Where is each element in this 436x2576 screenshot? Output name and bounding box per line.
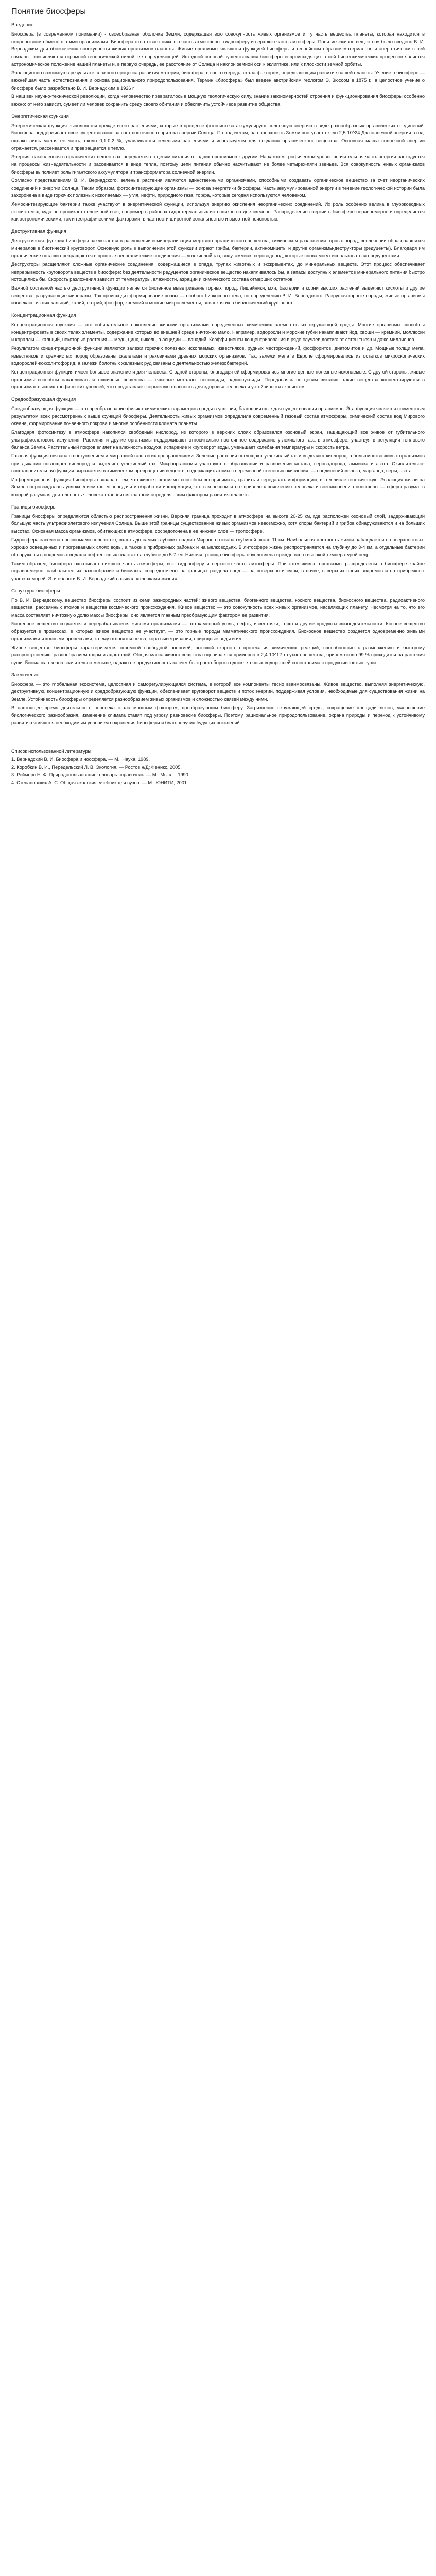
paragraph: Биосфера (в современном понимании) - своеобразная оболочка Земли, содержащая всю совокупность живых организмов и ту часть вещества планеты, которая находится в непрерывном обмене с этими организмами. Биосфера охватывает нижнюю часть атмосферы, гидросферу и верхнюю часть литосферы. Понятие «живое вещество» было введено В. И. Вернадским для обозначения совокупности живых организмов планеты. Живые организмы являются функцией биосферы и теснейшим образом материально и энергетически с ней связаны, они являются огромной геологической силой, ее определяющей. Исходной основой существования биосферы и происходящих в ней биогеохимических процессов является астрономическое положение нашей планеты и, в первую очередь, ее расстояние от Солнца и наклон земной оси к эклиптике, или к плоскости земной орбиты.	[11, 31, 425, 67]
paragraph: Деструкторы расщепляют сложные органические соединения, содержащиеся в опаде, трупах животных и экскрементах, до минеральных веществ. Этот процесс обеспечивает непрерывность круговорота веществ в биосфере: без деятельности редуцентов органическое вещество накапливалось бы, а запасы доступных элементов минерального питания быстро истощились бы. Скорость разложения зависит от температуры, влажности, аэрации и химического состава отмерших остатков.	[11, 262, 425, 282]
section-heading: Заключение	[11, 672, 40, 678]
paragraph: В настоящее время деятельность человека стала мощным фактором, преобразующим биосферу. Загрязнение окружающей среды, сокращение площади лесов, уменьшение биологического разнообразия, изменение климата ставят под угрозу равновесие биосферы. Поэтому рациональное природопользование, охрана природы и переход к устойчивому развитию являются необходимым условием сохранения биосферы и благополучия будущих поколений.	[11, 705, 425, 725]
paragraph: Деструктивная функция биосферы заключается в разложении и минерализации мертвого органического вещества, химическом разложении горных пород, вовлечении образовавшихся минералов в биотический круговорот. Основную роль в выполнении этой функции играют грибы, бактерии, актиномицеты и другие организмы-деструкторы (редуценты). Благодаря им органические остатки превращаются в простые неорганические соединения — углекислый газ, воду, аммиак, сероводород, которые снова могут использоваться продуцентами.	[11, 238, 425, 259]
paragraph: Эволюционно возникнув в результате сложного процесса развития материи, биосфера, в свою очередь, стала фактором, определяющим развитие нашей планеты. Учение о биосфере — важнейшая часть естествознания и основа рационального природопользования. Термин «биосфера» был введен австрийским геологом Э. Зюссом в 1875 г., а целостное учение о биосфере было разработано В. И. Вернадским в 1926 г.	[11, 70, 425, 91]
references-list	[11, 756, 425, 786]
paragraph: Средообразующая функция — это преобразование физико-химических параметров среды в условия, благоприятные для существования организмов. Эта функция является совместным результатом всех рассмотренных выше функций биосферы. Деятельность живых организмов определила современный газовый состав атмосферы, химический состав вод Мирового океана, формирование почвенного покрова и многие особенности климата планеты.	[11, 405, 425, 427]
section-heading: Деструктивная функция	[11, 229, 66, 235]
paragraph: Информационная функция биосферы связана с тем, что живые организмы способны воспринимать, хранить и передавать информацию, в том числе генетическую. Эволюция жизни на Земле сопровождалась усложнением форм передачи и обработки информации, что в конечном итоге привело к появлению человека и возникновению ноосферы — сферы разума, в которой разумная деятельность человека становится главным определяющим фактором развития планеты.	[11, 477, 425, 498]
reference-item: 1. Вернадский В. И. Биосфера и ноосфера. — М.: Наука, 1989.	[11, 756, 150, 762]
section-heading: Средообразующая функция	[11, 396, 76, 402]
paragraph: Концентрационная функция имеет большое значение и для человека. С одной стороны, благодаря ей сформировались многие ценные полезные ископаемые. С другой стороны, живые организмы способны накапливать и токсичные вещества — тяжелые металлы, пестициды, радионуклиды. Передаваясь по цепям питания, такие вещества концентрируются в организмах высших трофических уровней, что представляет серьезную опасность для здоровья человека и устойчивости экосистем.	[11, 369, 425, 390]
paragraph: Энергетическая функция выполняется прежде всего растениями, которые в процессе фотосинтеза аккумулируют солнечную энергию в виде разнообразных органических соединений. Биосфера поддерживает свое существование за счет постоянного притока энергии Солнца. По подсчетам, на поверхность Земли поступает около 2,5·10^24 Дж солнечной энергии в год, однако лишь малая ее часть, около 0,1-0,2 %, улавливается зелеными растениями и используется для создания органического вещества. Основная масса солнечной энергии отражается, рассеивается и превращается в тепло.	[11, 123, 425, 151]
section-heading: Границы биосферы	[11, 504, 57, 510]
paragraph: Границы биосферы определяются областью распространения жизни. Верхняя граница проходит в атмосфере на высоте 20-25 км, где расположен озоновый слой, задерживающий большую часть ультрафиолетового излучения Солнца. Выше этой границы существование живых организмов невозможно, хотя споры бактерий и грибов обнаруживаются и на больших высотах. Основная масса организмов, обитающих в атмосфере, сосредоточена в ее нижнем слое — тропосфере.	[11, 513, 425, 534]
paragraph: Результатом концентрационной функции являются залежи горючих полезных ископаемых, известняков, рудных месторождений, фосфоритов, диатомитов и др. Мощные толщи мела, известняков и кремнистых пород образованы скелетами и раковинами древних морских организмов. Так, залежи мела в Европе сформировались из остатков микроскопических водорослей-кокколитофорид, а залежи болотных железных руд связаны с деятельностью железобактерий.	[11, 345, 425, 366]
paragraph: Газовая функция связана с поступлением и миграцией газов и их превращениями. Зеленые растения поглощают углекислый газ и выделяют кислород, а большинство живых организмов при дыхании поглощает кислород и выделяет углекислый газ. Микроорганизмы участвуют в образовании и разложении метана, сероводорода, аммиака и азота. Окислительно-восстановительная функция выражается в химическом превращении веществ, содержащих атомы с переменной степенью окисления, — соединений железа, марганца, серы, азота.	[11, 453, 425, 474]
paragraph: По В. И. Вернадскому, вещество биосферы состоит из семи разнородных частей: живого вещества, биогенного вещества, косного вещества, биокосного вещества, радиоактивного вещества, рассеянных атомов и вещества космического происхождения. Живое вещество — это совокупность всех живых организмов, населяющих планету. Несмотря на то, что его масса составляет ничтожную долю массы биосферы, оно является главным преобразующим фактором ее развития.	[11, 597, 425, 618]
reference-item: 3. Реймерс Н. Ф. Природопользование: словарь-справочник. — М.: Мысль, 1990.	[11, 772, 190, 777]
paragraph: Энергия, накопленная в органических веществах, передается по цепям питания от одних организмов к другим. На каждом трофическом уровне значительная часть энергии расходуется на процессы жизнедеятельности и рассеивается в виде тепла, поэтому цепи питания обычно насчитывают не более четырех-пяти звеньев. Вся совокупность живых организмов биосферы выполняет роль гигантского аккумулятора и трансформатора солнечной энергии.	[11, 154, 425, 175]
section-heading: Введение	[11, 22, 34, 28]
paragraph: Живое вещество биосферы характеризуется огромной свободной энергией, высокой скоростью протекания химических реакций, способностью к размножению и быстрому распространению, разнообразием форм и адаптаций. Общая масса живого вещества оценивается примерно в 2,4·10^12 т сухого вещества, причем около 99 % приходится на растения суши. Биомасса океана значительно меньше, однако ее продуктивность за счет быстрого оборота одноклеточных водорослей сопоставима с продуктивностью суши.	[11, 645, 425, 665]
paragraph: Таким образом, биосфера охватывает нижнюю часть атмосферы, всю гидросферу и верхнюю часть литосферы. При этом живые организмы распределены в биосфере крайне неравномерно: наибольшее их разнообразие и биомасса сосредоточены на границах раздела сред — на поверхности суши, в почве, в верхних слоях водоемов и на прибрежных участках морей. Эти области В. И. Вернадский называл «пленками жизни».	[11, 561, 425, 582]
paragraph: Важной составной частью деструктивной функции является биогенное выветривание горных пород. Лишайники, мхи, бактерии и корни высших растений выделяют кислоты и другие вещества, разрушающие минералы. Так происходит формирование почвы — особого биокосного тела, по определению В. И. Вернадского. Разрушая горные породы, живые организмы извлекают из них кальций, калий, натрий, фосфор, кремний и многие микроэлементы, вовлекая их в биологический круговорот.	[11, 285, 425, 306]
reference-item: 4. Степановских А. С. Общая экология: учебник для вузов. — М.: ЮНИТИ, 2001.	[11, 779, 188, 785]
paragraph: Гидросфера заселена организмами полностью, вплоть до самых глубоких впадин Мирового океана глубиной около 11 км. Наибольшая плотность жизни наблюдается в поверхностных, хорошо освещенных и прогреваемых слоях воды, а также в прибрежных районах и на мелководьях. В литосфере жизнь распространяется на глубину до 3-4 км, а отдельные бактерии обнаружены в подземных водах и нефтеносных пластах на глубине до 5-7 км. Нижняя граница биосферы обусловлена прежде всего высокой температурой недр.	[11, 537, 425, 558]
paragraph: Согласно представлениям В. И. Вернадского, зеленые растения являются единственными организмами, способными создавать органическое вещество за счет неорганических соединений и энергии Солнца. Таким образом, фотосинтезирующие организмы — основа энергетики биосферы. Часть аккумулированной энергии в течение геологической истории была захоронена в виде горючих полезных ископаемых — угля, нефти, природного газа, торфа, которые сегодня используются человеком.	[11, 178, 425, 198]
reference-item: 2. Коробкин В. И., Передельский Л. В. Экология. — Ростов н/Д: Феникс, 2005.	[11, 764, 182, 770]
document-body	[11, 22, 425, 727]
section-heading: Энергетическая функция	[11, 113, 69, 120]
paragraph: Хемосинтезирующие бактерии также участвуют в энергетической функции, используя энергию окисления неорганических соединений. Их роль особенно велика в глубоководных экосистемах, куда не проникает солнечный свет, например в районах гидротермальных источников на дне океанов. Распределение энергии в биосфере неравномерно и определяется как астрономическими, так и географическими факторами, в частности широтной зональностью и высотной поясностью.	[11, 201, 425, 222]
page-title: Понятие биосферы	[11, 7, 86, 16]
references-heading: Список использованной литературы:	[11, 748, 93, 754]
paragraph: Концентрационная функция — это избирательное накопление живыми организмами определенных химических элементов из окружающей среды. Многие организмы способны концентрировать в своих телах элементы, содержание которых во внешней среде ничтожно мало. Например, водоросли и морские губки накапливают йод, хвощи — кремний, моллюски и кораллы — кальций, некоторые растения — медь, цинк, никель, а асцидии — ванадий. Коэффициенты концентрирования в ряде случаев достигают сотен тысяч и даже миллионов.	[11, 322, 425, 343]
paragraph: Биосфера — это глобальная экосистема, целостная и саморегулирующаяся система, в которой все компоненты тесно взаимосвязаны. Живое вещество, выполняя энергетическую, деструктивную, концентрационную и средообразующую функции, обеспечивает круговорот веществ и поток энергии, поддерживая условия, необходимые для существования жизни на Земле. Устойчивость биосферы определяется разнообразием живых организмов и сложностью связей между ними.	[11, 681, 425, 702]
section-heading: Концентрационная функция	[11, 313, 76, 318]
paragraph: Благодаря фотосинтезу в атмосфере накопился свободный кислород, из которого в верхних слоях образовался озоновый экран, защищающий все живое от губительного ультрафиолетового излучения. Растения и другие организмы поддерживают относительно постоянное содержание углекислого газа в атмосфере, участвуя в регуляции теплового баланса Земли. Растительный покров влияет на влажность воздуха, испарение и круговорот воды, уменьшает колебания температуры и скорость ветра.	[11, 429, 425, 450]
paragraph: Биогенное вещество создается и перерабатывается живыми организмами — это каменный уголь, нефть, известняки, торф и другие продукты жизнедеятельности. Косное вещество образуется в процессах, в которых живое вещество не участвует, — это горные породы магматического происхождения. Биокосное вещество создается одновременно живыми организмами и косными процессами; к нему относятся почва, кора выветривания, природные воды и ил.	[11, 621, 425, 641]
paragraph: В наш век научно-технической революции, когда человечество превратилось в мощную геологическую силу, знание закономерностей строения и функционирования биосферы особенно важно: от него зависит, сумеет ли человек сохранить среду своего обитания и обеспечить устойчивое развитие общества.	[11, 94, 425, 107]
section-heading: Структура биосферы	[11, 588, 60, 594]
references-section	[11, 749, 425, 786]
